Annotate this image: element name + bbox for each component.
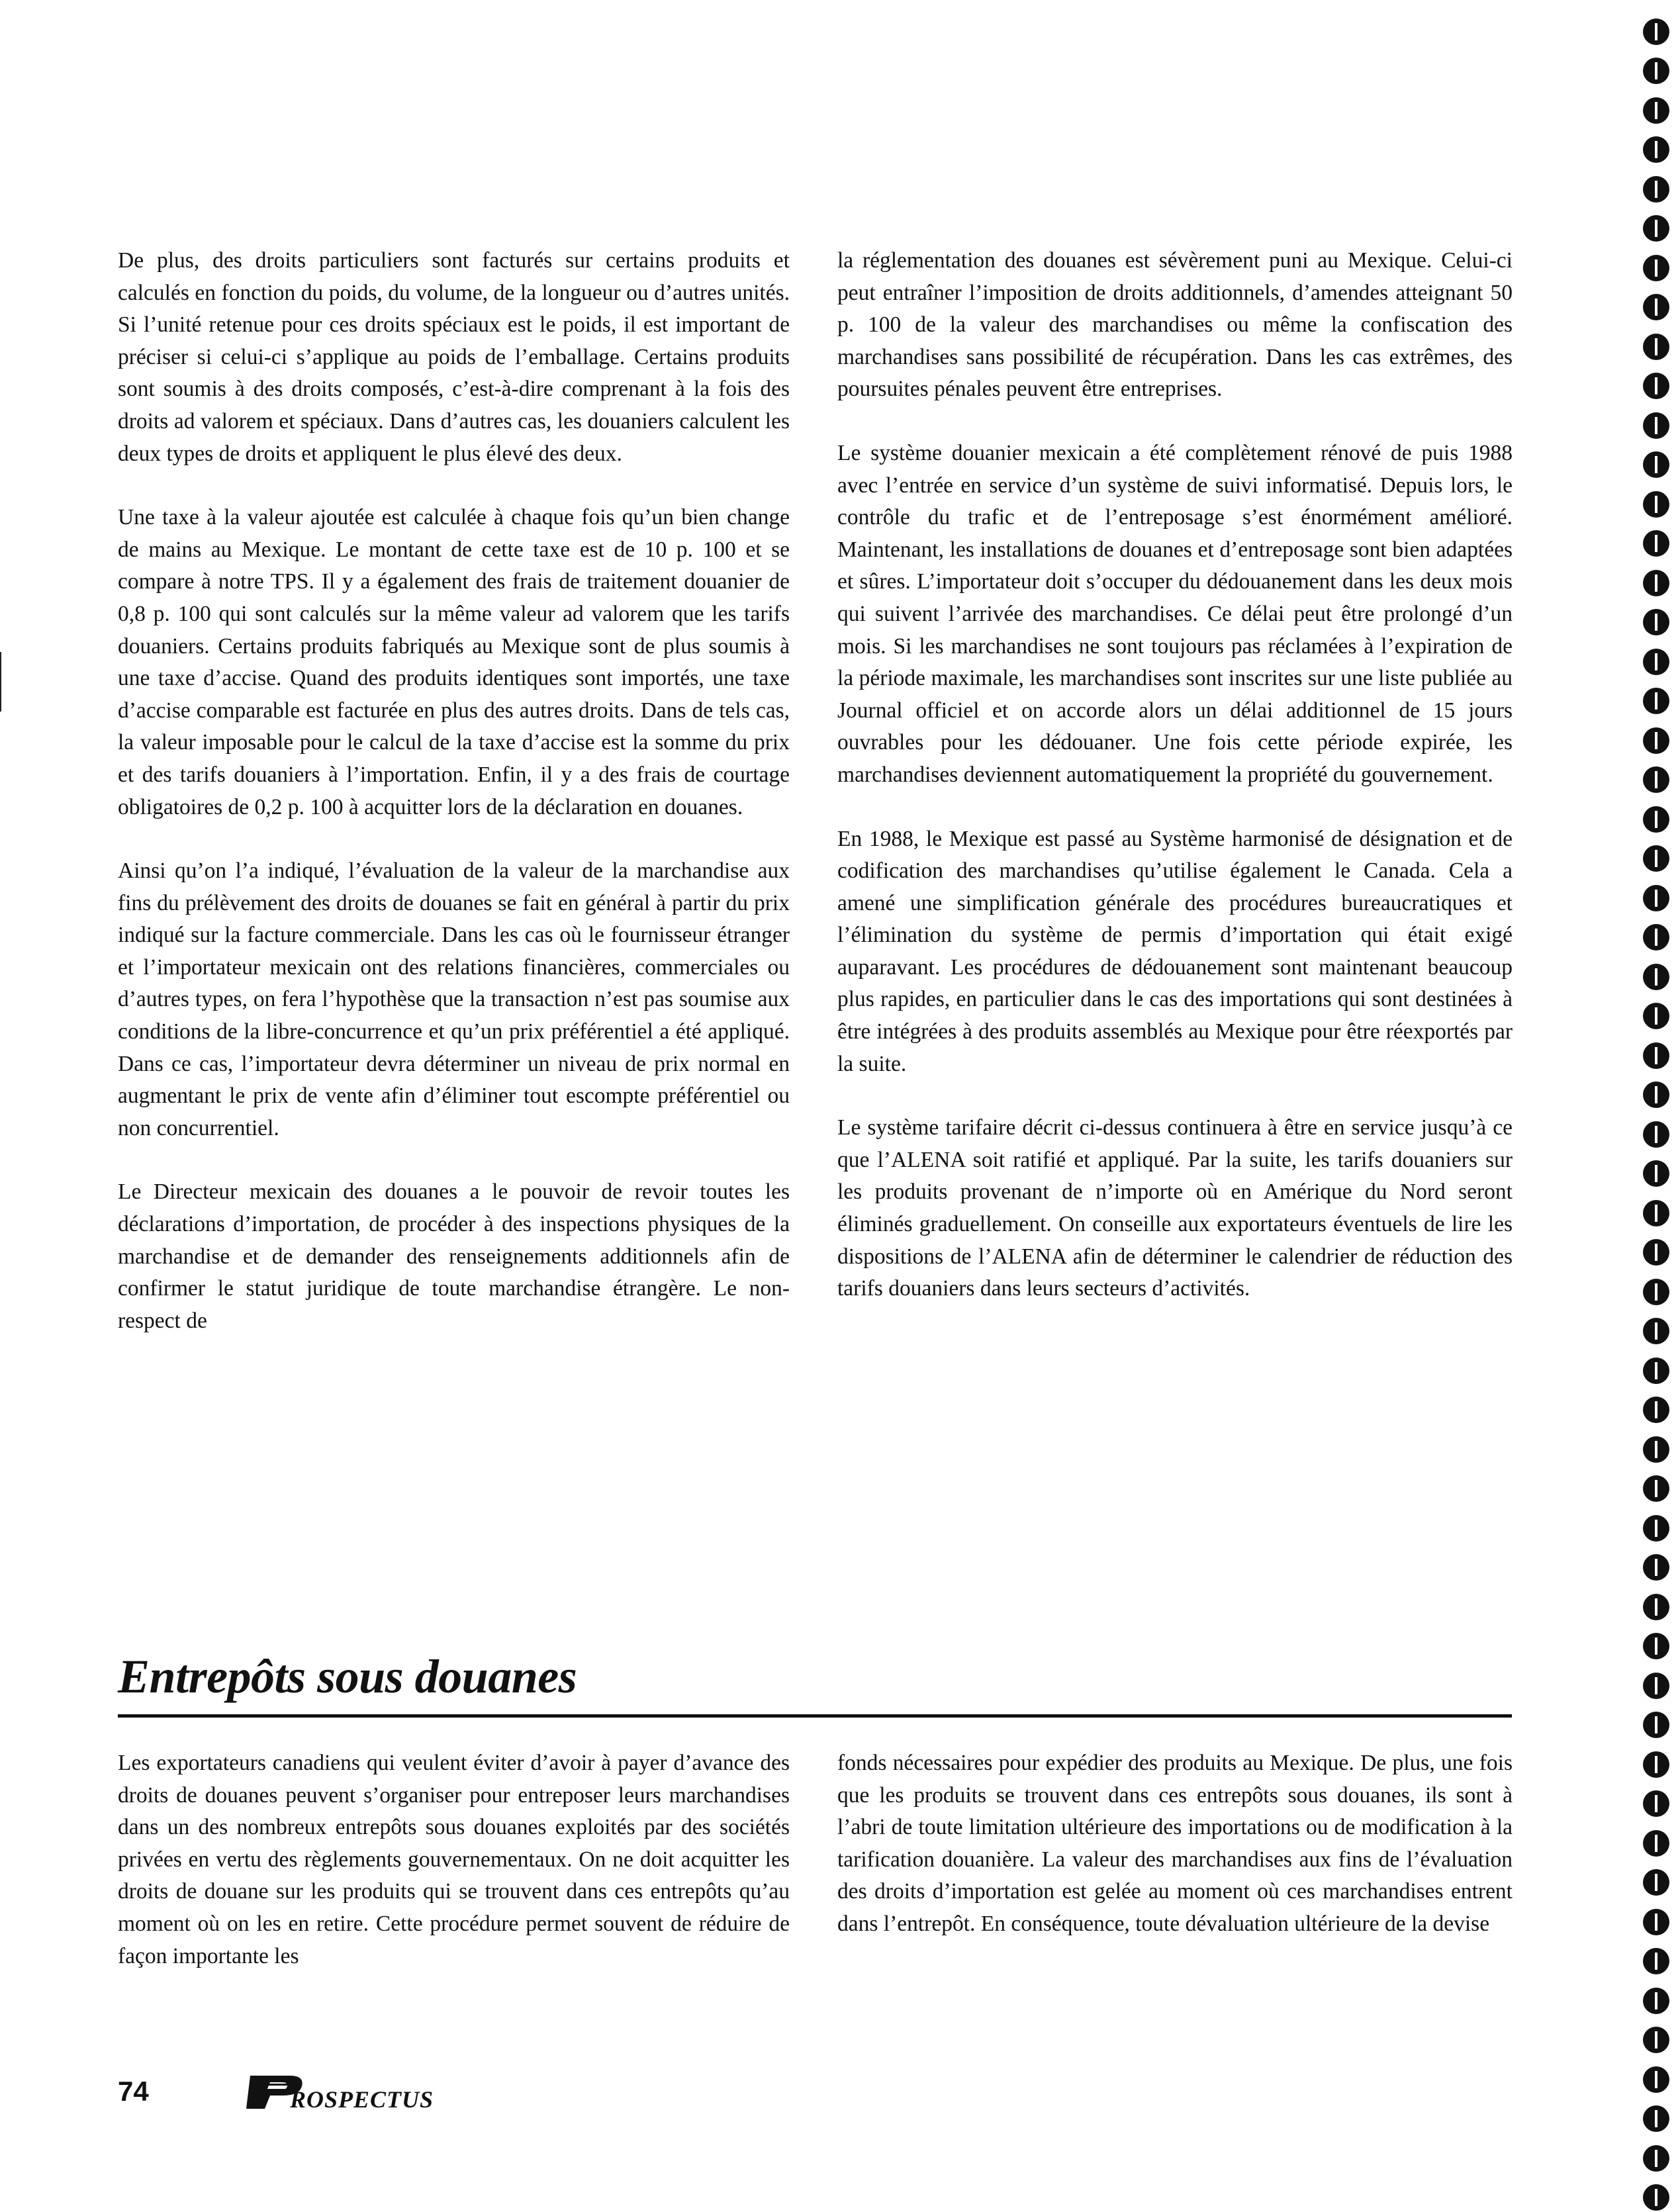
- binding-hole-icon: [1643, 1909, 1669, 1935]
- binding-hole-icon: [1643, 136, 1669, 163]
- binding-hole-icon: [1643, 845, 1669, 872]
- binding-hole-icon: [1643, 19, 1669, 45]
- binding-hole-icon: [1643, 1475, 1669, 1502]
- paragraph: la réglementation des douanes est sévèrement puni au Mexique. Celui-ci peut entraîner l’imposition de droits additionnels, d’amendes atteignant 50 p. 100 de la valeur des marchandises ou même la confiscation des marchandises sans possibilité de récupération. Dans les cas extrêmes, des poursuites pénales peuvent être entreprises.: [837, 248, 1513, 402]
- binding-hole-icon: [1643, 924, 1669, 950]
- binding-hole-icon: [1643, 1988, 1669, 2014]
- binding-hole-icon: [1643, 215, 1669, 242]
- binding-hole-icon: [1643, 688, 1669, 714]
- binding-hole-icon: [1643, 334, 1669, 360]
- scan-margin-mark: [0, 652, 1, 712]
- binding-hole-icon: [1643, 2184, 1669, 2211]
- binding-hole-icon: [1643, 1358, 1669, 1384]
- binding-hole-icon: [1643, 451, 1669, 478]
- binding-hole-icon: [1643, 294, 1669, 320]
- svg-text:ROSPECTUS: ROSPECTUS: [290, 2086, 434, 2113]
- binding-hole-icon: [1643, 1869, 1669, 1896]
- binding-hole-icon: [1643, 2145, 1669, 2172]
- binding-hole-icon: [1643, 1436, 1669, 1463]
- binding-hole-icon: [1643, 1790, 1669, 1817]
- binding-hole-icon: [1643, 727, 1669, 754]
- binding-hole-icon: [1643, 491, 1669, 518]
- binding-hole-icon: [1643, 649, 1669, 675]
- binding-hole-icon: [1643, 412, 1669, 439]
- binding-hole-icon: [1643, 1554, 1669, 1581]
- binding-hole-icon: [1643, 1200, 1669, 1226]
- binding-hole-icon: [1643, 806, 1669, 833]
- binding-hole-icon: [1643, 1318, 1669, 1344]
- binding-hole-icon: [1643, 1082, 1669, 1108]
- binding-hole-icon: [1643, 58, 1669, 84]
- top-right-column: [837, 245, 1513, 1305]
- binding-hole-icon: [1643, 1712, 1669, 1738]
- binding-hole-icon: [1643, 1160, 1669, 1187]
- binding-hole-icon: [1643, 1594, 1669, 1620]
- paragraph: Ainsi qu’on l’a indiqué, l’évaluation de la valeur de la marchandise aux fins du prélèvement des droits de douanes se fait en général à partir du prix indiqué sur la facture commerciale. Dans les cas où le fournisseur étranger et l’importateur mexicain ont des relations financières, commerciales ou d’autres types, on fera l’hypothèse que la transaction n’est pas soumise aux conditions de la libre-concurrence et qu’un prix préférentiel a été appliqué. Dans ce cas, l’importateur devra déterminer un niveau de prix normal en augmentant le prix de vente afin d’éliminer tout escompte préférentiel ou non concurrentiel.: [118, 858, 790, 1140]
- binding-hole-icon: [1643, 2066, 1669, 2093]
- paragraph: fonds nécessaires pour expédier des produits au Mexique. De plus, une fois que les produits se trouvent dans ces entrepôts sous douanes, ils sont à l’abri de toute limitation ultérieure des importations ou de modification à la tarification douanière. La valeur des marchandises aux fins de l’évaluation des droits d’importation est gelée au moment où ces marchandises entrent dans l’entrepôt. En conséquence, toute dévaluation ultérieure de la devise: [837, 1751, 1513, 1936]
- binding-hole-icon: [1643, 1633, 1669, 1659]
- section-heading: Entrepôts sous douanes: [118, 1650, 577, 1703]
- paragraph: Le système douanier mexicain a été complètement rénové de puis 1988 avec l’entrée en service d’un système de suivi informatisé. Depuis lors, le contrôle du trafic et de l’entreposage s’est énormément amélioré. Maintenant, les installations de douanes et d’entreposage sont bien adaptées et sûres. L’importateur doit s’occuper du dédouanement dans les deux mois qui suivent l’arrivée des marchandises. Ce délai peut être prolongé d’un mois. Si les marchandises ne sont toujours pas réclamées à l’expiration de la période maximale, les marchandises sont inscrites sur une liste publiée au Journal officiel et on accorde alors un délai additionnel de 15 jours ouvrables pour les dédouaner. Une fois cette période expirée, les marchandises deviennent automatiquement la propriété du gouvernement.: [837, 440, 1513, 787]
- binding-hole-icon: [1643, 1948, 1669, 1974]
- binding-hole-icon: [1643, 1397, 1669, 1423]
- section-divider: [118, 1714, 1512, 1718]
- paragraph: Les exportateurs canadiens qui veulent éviter d’avoir à payer d’avance des droits de douanes peuvent s’organiser pour entreposer leurs marchandises dans un des nombreux entrepôts sous douanes exploités par des sociétés privées en vertu des règlements gouvernementaux. On ne doit acquitter les droits de douane sur les produits qui se trouvent dans ces entrepôts qu’au moment où on les en retire. Cette procédure permet souvent de réduire de façon importante les: [118, 1751, 790, 1968]
- binding-hole-icon: [1643, 964, 1669, 990]
- paragraph: Le Directeur mexicain des douanes a le pouvoir de revoir toutes les déclarations d’importation, de procéder à des inspections physiques de la marchandise et de demander des renseignements additionnels afin de confirmer le statut juridique de toute marchandise étrangère. Le non-respect de: [118, 1179, 790, 1333]
- binding-hole-icon: [1643, 1239, 1669, 1266]
- binding-hole-icon: [1643, 1042, 1669, 1069]
- binding-hole-icon: [1643, 2105, 1669, 2132]
- binding-hole-icon: [1643, 570, 1669, 596]
- page-number: 74: [118, 2076, 149, 2107]
- binding-hole-icon: [1643, 1673, 1669, 1699]
- bottom-right-column: [837, 1747, 1513, 1941]
- binding-hole-icon: [1643, 2027, 1669, 2053]
- binding-hole-icon: [1643, 609, 1669, 635]
- binding-hole-icon: [1643, 1121, 1669, 1148]
- binding-hole-icon: [1643, 1751, 1669, 1778]
- paragraph: De plus, des droits particuliers sont facturés sur certains produits et calculés en fonction du poids, du volume, de la longueur ou d’autres unités. Si l’unité retenue pour ces droits spéciaux est le poids, il est important de préciser si celui-ci s’applique au poids de l’emballage. Certains produits sont soumis à des droits composés, c’est-à-dire comprenant à la fois des droits ad valorem et spéciaux. Dans d’autres cas, les douaniers calculent les deux types de droits et appliquent le plus élevé des deux.: [118, 248, 790, 466]
- binding-hole-icon: [1643, 1830, 1669, 1857]
- spiral-binding: [1634, 0, 1680, 2212]
- binding-hole-icon: [1643, 1515, 1669, 1542]
- binding-hole-icon: [1643, 766, 1669, 793]
- binding-hole-icon: [1643, 885, 1669, 911]
- binding-hole-icon: [1643, 1279, 1669, 1305]
- binding-hole-icon: [1643, 530, 1669, 557]
- paragraph: Le système tarifaire décrit ci-dessus continuera à être en service jusqu’à ce que l’ALENA soit ratifié et appliqué. Par la suite, les tarifs douaniers sur les produits provenant de n’importe où en Amérique du Nord seront éliminés graduellement. On conseille aux exportateurs éventuels de lire les dispositions de l’ALENA afin de déterminer le calendrier de réduction des tarifs douaniers dans leurs secteurs d’activités.: [837, 1115, 1513, 1301]
- top-left-column: [118, 245, 790, 1337]
- bottom-left-column: [118, 1747, 790, 1972]
- binding-hole-icon: [1643, 255, 1669, 281]
- binding-hole-icon: [1643, 373, 1669, 399]
- binding-hole-icon: [1643, 97, 1669, 124]
- binding-hole-icon: [1643, 1003, 1669, 1029]
- brand-label: [244, 2074, 428, 2107]
- binding-hole-icon: [1643, 176, 1669, 203]
- paragraph: En 1988, le Mexique est passé au Système harmonisé de désignation et de codification des marchandises qu’utilise également le Canada. Cela a amené une simplification générale des procédures bureaucratiques et l’élimination du système de permis d’importation qui était exigé auparavant. Les procédures de dédouanement sont maintenant beaucoup plus rapides, en particulier dans le cas des importations qui sont destinées à être intégrées à des produits assemblés au Mexique pour être réexportés par la suite.: [837, 826, 1513, 1076]
- paragraph: Une taxe à la valeur ajoutée est calculée à chaque fois qu’un bien change de mains au Mexique. Le montant de cette taxe est de 10 p. 100 et se compare à notre TPS. Il y a également des frais de traitement douanier de 0,8 p. 100 qui sont calculés sur la même valeur ad valorem que les tarifs douaniers. Certains produits fabriqués au Mexique sont de plus soumis à une taxe d’accise. Quand des produits identiques sont importés, une taxe d’accise comparable est facturée en plus des autres droits. Dans de tels cas, la valeur imposable pour le calcul de la taxe d’accise est la somme du prix et des tarifs douaniers à l’importation. Enfin, il y a des frais de courtage obligatoires de 0,2 p. 100 à acquitter lors de la déclaration en douanes.: [118, 505, 790, 819]
